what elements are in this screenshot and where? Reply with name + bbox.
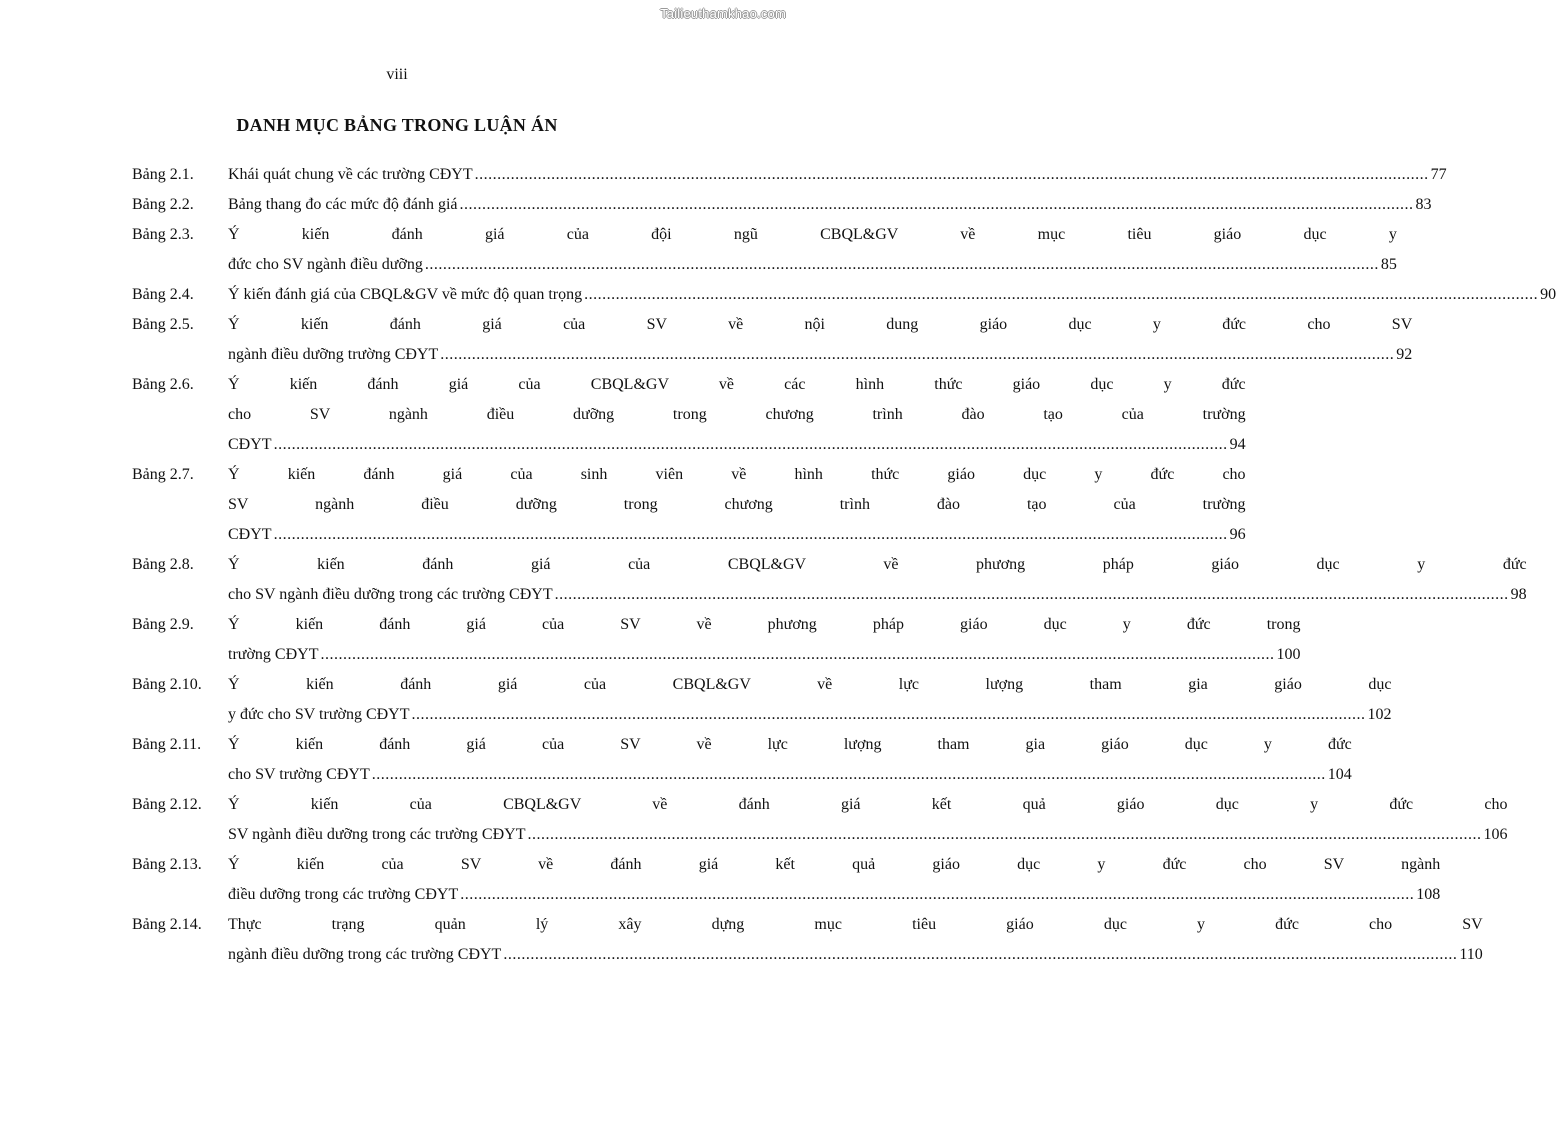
table-entry-title [228, 910, 1483, 970]
title-line: ngành điều dưỡng trong các trường CĐYT [228, 946, 502, 963]
title-line: cho SV trường CĐYT [228, 766, 370, 783]
table-entry-title [228, 280, 1556, 310]
page-title: DANH MỤC BẢNG TRONG LUẬN ÁN [236, 115, 558, 135]
table-entry[interactable] [132, 670, 1392, 730]
title-line: Ý kiến của CBQL&GV về đánh giá kết quả giáo dục y đức cho [228, 796, 1508, 813]
title-line: CĐYT [228, 526, 272, 543]
table-entry-title [228, 730, 1352, 790]
table-entry-title [228, 850, 1440, 910]
page-ref: 92 [1396, 346, 1413, 363]
title-line: đức cho SV ngành điều dưỡng [228, 256, 423, 273]
table-entry-title [228, 310, 1412, 370]
dot-leader [372, 760, 1326, 790]
table-entry-label: Bảng 2.3. [132, 226, 194, 243]
table-entry[interactable] [132, 310, 1413, 370]
title-line: Ý kiến đánh giá của CBQL&GV về phương pháp giáo dục y đức [228, 556, 1527, 573]
title-last-line [228, 190, 1432, 220]
title-line: Ý kiến của SV về đánh giá kết quả giáo dục y đức cho SV ngành [228, 856, 1441, 873]
table-entry[interactable] [132, 220, 1397, 280]
dot-leader [475, 160, 1429, 190]
table-entry-label: Bảng 2.12. [132, 796, 202, 813]
title-last-line [228, 700, 1392, 730]
title-line: Khái quát chung về các trường CĐYT [228, 166, 473, 183]
title-line: cho SV ngành điều dưỡng trong chương trình đào tạo của trường [228, 406, 1246, 423]
page-ref: 94 [1229, 436, 1246, 453]
dot-leader [555, 580, 1509, 610]
title-last-line [228, 880, 1440, 910]
table-entry-label: Bảng 2.1. [132, 166, 194, 183]
watermark: Tailieuthamkhao.com [660, 6, 786, 21]
title-line: SV ngành điều dưỡng trong các trường CĐYT [228, 826, 526, 843]
title-line: y đức cho SV trường CĐYT [228, 706, 410, 723]
dot-leader [425, 250, 1379, 280]
page-number: viii [386, 66, 408, 83]
title-line: SV ngành điều dưỡng trong chương trình đào tạo của trường [228, 496, 1246, 513]
table-entry-label: Bảng 2.11. [132, 736, 202, 753]
table-entry-label: Bảng 2.14. [132, 916, 202, 933]
page-ref: 100 [1276, 646, 1301, 663]
table-entry-label: Bảng 2.6. [132, 376, 194, 393]
page-ref: 90 [1540, 286, 1556, 303]
table-entry-label: Bảng 2.9. [132, 616, 194, 633]
dot-leader [503, 940, 1457, 970]
table-entry-label: Bảng 2.10. [132, 676, 202, 693]
table-entry-label: Bảng 2.8. [132, 556, 194, 573]
title-line: Ý kiến đánh giá của CBQL&GV về mức độ quan trọng [228, 286, 583, 303]
table-entry-label: Bảng 2.4. [132, 286, 194, 303]
title-line: Thực trạng quản lý xây dựng mục tiêu giáo dục y đức cho SV [228, 916, 1483, 933]
title-last-line [228, 340, 1412, 370]
table-entry[interactable] [132, 910, 1483, 970]
title-last-line [228, 250, 1397, 280]
table-entry-title [228, 370, 1246, 460]
dot-leader [320, 640, 1274, 670]
table-entry[interactable] [132, 610, 1301, 670]
title-last-line [228, 160, 1447, 190]
title-line: Ý kiến đánh giá của đội ngũ CBQL&GV về mục tiêu giáo dục y [228, 226, 1397, 243]
dot-leader [440, 340, 1394, 370]
title-last-line [228, 430, 1246, 460]
page-ref: 83 [1415, 196, 1432, 213]
table-entry[interactable] [132, 460, 1246, 550]
table-entry-title [228, 670, 1392, 730]
table-entry-title [228, 790, 1507, 850]
table-list [132, 160, 1556, 970]
page-ref: 98 [1510, 586, 1527, 603]
title-last-line [228, 280, 1556, 310]
page-ref: 108 [1416, 886, 1441, 903]
table-entry[interactable] [132, 190, 1432, 220]
title-last-line [228, 520, 1246, 550]
title-line: Ý kiến đánh giá của SV về nội dung giáo dục y đức cho SV [228, 316, 1413, 333]
page-ref: 102 [1367, 706, 1392, 723]
table-entry-title [228, 220, 1397, 280]
title-last-line [228, 760, 1352, 790]
table-entry-title [228, 190, 1432, 220]
page-ref: 110 [1459, 946, 1483, 963]
table-entry[interactable] [132, 730, 1352, 790]
dot-leader [527, 820, 1481, 850]
title-last-line [228, 580, 1527, 610]
title-line: điều dưỡng trong các trường CĐYT [228, 886, 459, 903]
title-line: CĐYT [228, 436, 272, 453]
title-last-line [228, 640, 1300, 670]
title-line: Ý kiến đánh giá của sinh viên về hình thức giáo dục y đức cho [228, 466, 1246, 483]
table-entry-label: Bảng 2.13. [132, 856, 202, 873]
page-ref: 96 [1229, 526, 1246, 543]
table-entry-label: Bảng 2.2. [132, 196, 194, 213]
title-last-line [228, 820, 1507, 850]
page-ref: 77 [1430, 166, 1447, 183]
title-line: Ý kiến đánh giá của CBQL&GV về lực lượng tham gia giáo dục [228, 676, 1392, 693]
table-entry[interactable] [132, 160, 1447, 190]
table-entry[interactable] [132, 280, 1556, 310]
dot-leader [274, 430, 1228, 460]
dot-leader [412, 700, 1366, 730]
table-entry[interactable] [132, 790, 1508, 850]
title-line: Bảng thang đo các mức độ đánh giá [228, 196, 458, 213]
page-ref: 104 [1327, 766, 1352, 783]
page-ref: 85 [1380, 256, 1397, 273]
table-entry-title [228, 610, 1300, 670]
table-entry-title [228, 550, 1527, 610]
dot-leader [274, 520, 1228, 550]
table-entry[interactable] [132, 370, 1246, 460]
title-line: cho SV ngành điều dưỡng trong các trường CĐYT [228, 586, 553, 603]
title-line: Ý kiến đánh giá của SV về lực lượng tham gia giáo dục y đức [228, 736, 1352, 753]
title-line: trường CĐYT [228, 646, 319, 663]
title-line: Ý kiến đánh giá của CBQL&GV về các hình thức giáo dục y đức [228, 376, 1246, 393]
table-entry-label: Bảng 2.7. [132, 466, 194, 483]
dot-leader [460, 190, 1414, 220]
table-entry[interactable] [132, 850, 1441, 910]
dot-leader [584, 280, 1538, 310]
table-entry[interactable] [132, 550, 1527, 610]
title-line: ngành điều dưỡng trường CĐYT [228, 346, 439, 363]
title-last-line [228, 940, 1483, 970]
title-line: Ý kiến đánh giá của SV về phương pháp giáo dục y đức trong [228, 616, 1301, 633]
table-entry-label: Bảng 2.5. [132, 316, 194, 333]
dot-leader [460, 880, 1414, 910]
table-entry-title [228, 460, 1246, 550]
page-ref: 106 [1483, 826, 1508, 843]
table-entry-title [228, 160, 1447, 190]
